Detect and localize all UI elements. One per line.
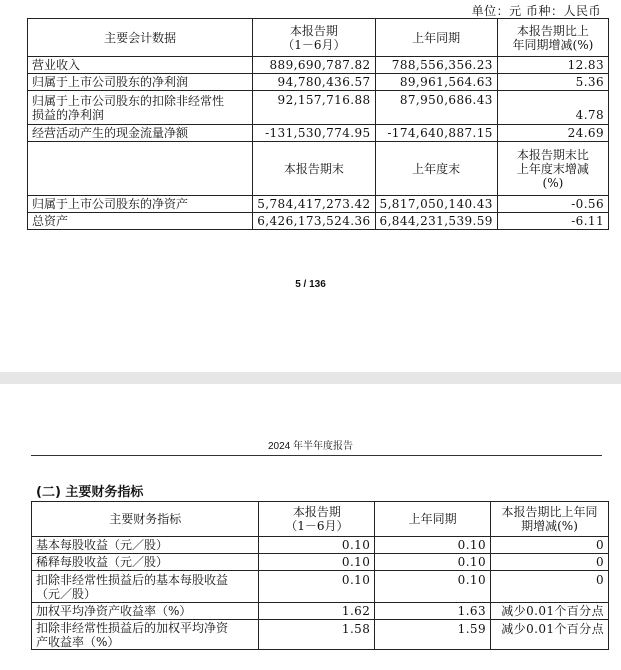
change-percent: 12.83 <box>497 57 608 74</box>
unit-currency-note: 单位：元 币种：人民币 <box>471 4 601 18</box>
header-cell: 上年同期 <box>375 502 491 537</box>
table-row <box>32 620 609 650</box>
table-row <box>28 91 609 125</box>
row-label: 扣除非经常性损益后的加权平均净资 产收益率（%） <box>32 620 259 650</box>
header-cell: 本报告期末比 上年度末增减 (%) <box>497 142 608 196</box>
header-cell: 本报告期 （1－6月） <box>253 19 375 57</box>
header-cell: 上年度末 <box>375 142 497 196</box>
prior-period-value: 87,950,686.43 <box>375 91 497 125</box>
financial-indicators-table <box>31 501 609 650</box>
table-row <box>28 57 609 74</box>
row-label: 经营活动产生的现金流量净额 <box>28 125 253 142</box>
table-row <box>32 571 609 603</box>
prior-period-value: 0.10 <box>375 554 491 571</box>
period-end-value: 5,784,417,273.42 <box>253 196 375 213</box>
table-row <box>32 603 609 620</box>
header-cell: 本报告期比上 年同期增减(%) <box>497 19 608 57</box>
prior-period-value: 89,961,564.63 <box>375 74 497 91</box>
row-label: 归属于上市公司股东的扣除非经常性 损益的净利润 <box>28 91 253 125</box>
header-cell: 主要财务指标 <box>32 502 259 537</box>
prior-period-value: 0.10 <box>375 571 491 603</box>
table-row <box>28 213 609 230</box>
change-value: 0 <box>491 571 609 603</box>
change-value: 减少0.01个百分点 <box>491 603 609 620</box>
current-period-value: 94,780,436.57 <box>253 74 375 91</box>
table-header-row <box>32 502 609 537</box>
report-header-title: 2024 年半年度报告 <box>267 441 354 452</box>
table-header-row <box>28 19 609 57</box>
row-label: 稀释每股收益（元／股） <box>32 554 259 571</box>
change-percent: 24.69 <box>497 125 608 142</box>
change-value: 减少0.01个百分点 <box>491 620 609 650</box>
current-period-value: 0.10 <box>259 537 375 554</box>
current-period-value: 1.58 <box>259 620 375 650</box>
prior-period-value: 0.10 <box>375 537 491 554</box>
header-cell: 本报告期末 <box>253 142 375 196</box>
prior-year-end-value: 6,844,231,539.59 <box>375 213 497 230</box>
current-period-value: 92,157,716.88 <box>253 91 375 125</box>
prior-period-value: 788,556,356.23 <box>375 57 497 74</box>
table-row <box>28 196 609 213</box>
row-label: 营业收入 <box>28 57 253 74</box>
row-label: 扣除非经常性损益后的基本每股收益 （元／股） <box>32 571 259 603</box>
current-period-value: 0.10 <box>259 554 375 571</box>
change-percent: -0.56 <box>497 196 608 213</box>
header-cell: 本报告期比上年同 期增减(%) <box>491 502 609 537</box>
prior-period-value: 1.63 <box>375 603 491 620</box>
page-separator <box>0 372 621 384</box>
page-number: 5 / 136 <box>295 279 326 290</box>
row-label: 加权平均净资产收益率（%） <box>32 603 259 620</box>
table-row <box>32 537 609 554</box>
table-row <box>28 74 609 91</box>
row-label: 归属于上市公司股东的净利润 <box>28 74 253 91</box>
header-rule <box>31 455 602 456</box>
header-cell: 上年同期 <box>375 19 497 57</box>
current-period-value: -131,530,774.95 <box>253 125 375 142</box>
prior-year-end-value: 5,817,050,140.43 <box>375 196 497 213</box>
change-value: 0 <box>491 554 609 571</box>
main-accounting-data-table <box>27 18 609 230</box>
current-period-value: 889,690,787.82 <box>253 57 375 74</box>
current-period-value: 1.62 <box>259 603 375 620</box>
section-heading: (二) 主要财务指标 <box>36 485 144 500</box>
row-label: 归属于上市公司股东的净资产 <box>28 196 253 213</box>
table-row <box>32 554 609 571</box>
row-label: 基本每股收益（元／股） <box>32 537 259 554</box>
change-percent: 4.78 <box>497 91 608 125</box>
header-cell: 主要会计数据 <box>28 19 253 57</box>
header-cell: 本报告期 （1－6月） <box>259 502 375 537</box>
change-value: 0 <box>491 537 609 554</box>
prior-period-value: -174,640,887.15 <box>375 125 497 142</box>
change-percent: -6.11 <box>497 213 608 230</box>
table-row <box>28 125 609 142</box>
prior-period-value: 1.59 <box>375 620 491 650</box>
current-period-value: 0.10 <box>259 571 375 603</box>
row-label: 总资产 <box>28 213 253 230</box>
table-subheader-row <box>28 142 609 196</box>
period-end-value: 6,426,173,524.36 <box>253 213 375 230</box>
change-percent: 5.36 <box>497 74 608 91</box>
header-cell <box>28 142 253 196</box>
